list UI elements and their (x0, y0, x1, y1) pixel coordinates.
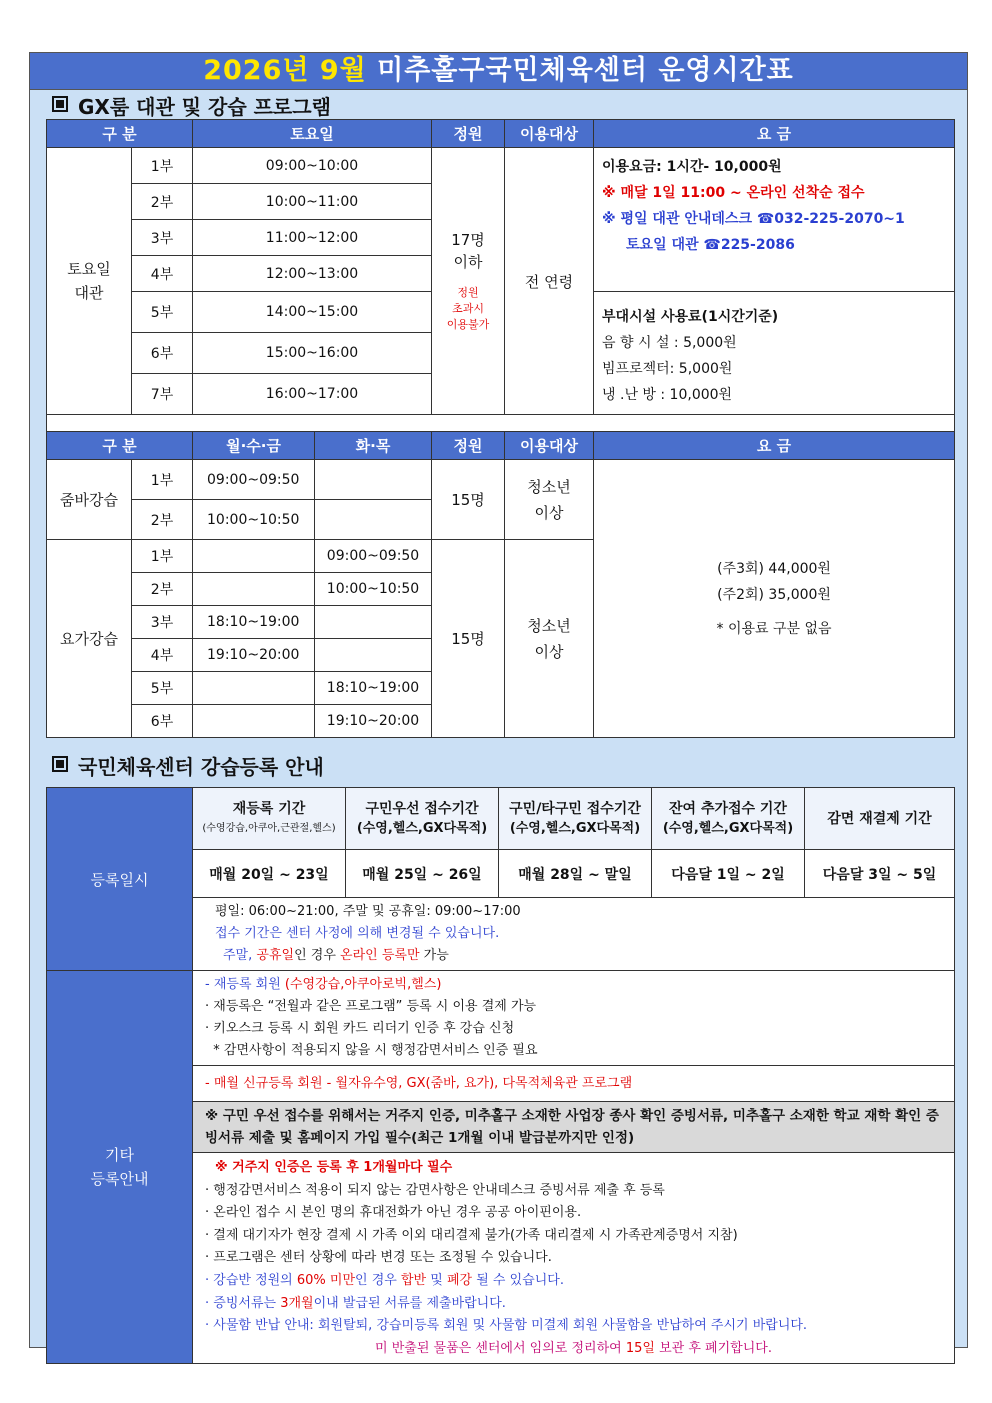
time-tt (315, 460, 432, 500)
part-label: 7부 (132, 374, 193, 415)
section-gx-heading: GX룸 대관 및 강습 프로그램 (52, 91, 331, 120)
new-member-info: - 매월 신규등록 회원 - 월자유수영, GX(줌바, 요가), 다목적체육관 프로그램 (193, 1066, 955, 1102)
part-label: 5부 (132, 672, 193, 705)
part-label: 5부 (132, 292, 193, 333)
part-label: 2부 (132, 500, 193, 540)
page-frame (29, 52, 968, 1356)
time-mwf (193, 573, 315, 606)
header-fee: 요 금 (594, 432, 955, 460)
time-mwf (193, 705, 315, 738)
col-discount: 감면 재결제 기간 (805, 788, 955, 850)
part-label: 1부 (132, 460, 193, 500)
date-resident-priority: 매월 25일 ~ 26일 (346, 850, 499, 898)
header-category: 구 분 (47, 432, 193, 460)
part-label: 6부 (132, 333, 193, 374)
target-cell: 청소년 이상 (505, 460, 594, 540)
part-label: 1부 (132, 148, 193, 184)
col-additional: 잔여 추가접수 기간 (수영,헬스,GX다목적) (652, 788, 805, 850)
part-label: 1부 (132, 540, 193, 573)
capacity-note: 정원 초과시 이용불가 (446, 286, 490, 331)
time-tt: 09:00~09:50 (315, 540, 432, 573)
time-slot: 12:00~13:00 (193, 256, 432, 292)
time-tt (315, 639, 432, 672)
time-mwf (193, 672, 315, 705)
label-registration-period: 등록일시 (47, 788, 193, 971)
class-table (46, 431, 955, 738)
col-general: 구민/타구민 접수기간 (수영,헬스,GX다목적) (499, 788, 652, 850)
time-mwf: 19:10~20:00 (193, 639, 315, 672)
registration-table (46, 787, 955, 1364)
time-mwf: 18:10~19:00 (193, 606, 315, 639)
time-slot: 15:00~16:00 (193, 333, 432, 374)
rental-table (46, 119, 955, 439)
date-general: 매월 28일 ~ 말일 (499, 850, 652, 898)
time-slot: 11:00~12:00 (193, 220, 432, 256)
time-tt (315, 606, 432, 639)
target-all-ages: 전 연령 (505, 148, 594, 415)
resident-priority-notice: ※ 구민 우선 접수를 위해서는 거주지 인증, 미추홀구 소재한 사업장 종사 확인 증빙서류, 미추홀구 소재한 학교 재학 확인 증빙서류 제출 및 홈페이지 가입 필수(최근 1개월 이내 발급분까지만 인정) (193, 1102, 955, 1153)
time-slot: 16:00~17:00 (193, 374, 432, 415)
section-registration-heading: 국민체육센터 강습등록 안내 (52, 751, 324, 780)
header-fee: 요 금 (594, 120, 955, 148)
page-title (30, 53, 967, 90)
header-tt: 화·목 (315, 432, 432, 460)
col-reregistration: 재등록 기간 (수영강습,아쿠아,근관절,헬스) (193, 788, 346, 850)
time-tt: 19:10~20:00 (315, 705, 432, 738)
header-capacity: 정원 (432, 432, 505, 460)
class-yoga: 요가강습 (47, 540, 132, 738)
category-saturday-rental: 토요일 대관 (47, 148, 132, 415)
date-reregistration: 매월 20일 ~ 23일 (193, 850, 346, 898)
title-text: 미추홀구국민체육센터 운영시간표 (377, 55, 794, 86)
time-tt (315, 500, 432, 540)
reregistration-info: - 재등록 회원 (수영강습,아쿠아로빅,헬스) · 재등록은 “전월과 같은 프로그램” 등록 시 이용 결제 가능 · 키오스크 등록 시 회원 카드 리더기 인증 후 강습 신청 * 감면사항이 적용되지 않을 시 행정감면서비스 인증 필요 (193, 971, 955, 1066)
part-label: 2부 (132, 573, 193, 606)
class-zumba: 줌바강습 (47, 460, 132, 540)
fee-info: 이용요금: 1시간- 10,000원 ※ 매달 1일 11:00 ~ 온라인 선착순 접수 ※ 평일 대관 안내데스크 ☎032-225-2070~1 토요일 대관 ☎225-2086 (594, 148, 955, 292)
header-mwf: 월·수·금 (193, 432, 315, 460)
part-label: 3부 (132, 220, 193, 256)
time-tt: 10:00~10:50 (315, 573, 432, 606)
general-notices: ※ 거주지 인증은 등록 후 1개월마다 필수 · 행정감면서비스 적용이 되지 않는 감면사항은 안내데스크 증빙서류 제출 후 등록 · 온라인 접수 시 본인 명의 휴대전화가 아닌 경우 공공 아이핀이용. · 결제 대기자가 현장 결제 시 가족 이외 대리결제 불가(가족 대리결제 시 가족관계증명서 지참) · 프로그램은 센터 상황에 따라 변경 또는 조정될 수 있습니다. · 강습반 정원의 60% 미만인 경우 합반 및 폐강 될 수 있습니다. · 증빙서류는 3개월이내 발급된 서류를 제출바랍니다. · 사물함 반납 안내: 회원탈퇴, 강습미등록 회원 및 사물함 미결제 회원 사물함을 반납하여 주시기 바랍니다. 미 반출된 물품은 센터에서 임의로 정리하여 15일 보관 후 폐기합니다. (193, 1153, 955, 1364)
part-label: 2부 (132, 184, 193, 220)
header-target: 이용대상 (505, 432, 594, 460)
part-label: 4부 (132, 256, 193, 292)
square-bullet-icon (52, 96, 68, 112)
date-additional: 다음달 1일 ~ 2일 (652, 850, 805, 898)
part-label: 4부 (132, 639, 193, 672)
target-cell: 청소년 이상 (505, 540, 594, 738)
capacity-cell: 17명 이하 정원 초과시 이용불가 (432, 148, 505, 415)
part-label: 3부 (132, 606, 193, 639)
time-slot: 14:00~15:00 (193, 292, 432, 333)
time-slot: 10:00~11:00 (193, 184, 432, 220)
header-saturday: 토요일 (193, 120, 432, 148)
date-discount: 다음달 3일 ~ 5일 (805, 850, 955, 898)
col-resident-priority: 구민우선 접수기간 (수영,헬스,GX다목적) (346, 788, 499, 850)
header-target: 이용대상 (505, 120, 594, 148)
capacity-cell: 15명 (432, 460, 505, 540)
header-capacity: 정원 (432, 120, 505, 148)
time-mwf (193, 540, 315, 573)
capacity-cell: 15명 (432, 540, 505, 738)
square-bullet-icon (52, 756, 68, 772)
label-other-info: 기타 등록안내 (47, 971, 193, 1364)
time-tt: 18:10~19:00 (315, 672, 432, 705)
hours-notes: 평일: 06:00~21:00, 주말 및 공휴일: 09:00~17:00 접수 기간은 센터 사정에 의해 변경될 수 있습니다. 주말, 공휴일인 경우 온라인 등록만 가능 (193, 898, 955, 971)
time-mwf: 09:00~09:50 (193, 460, 315, 500)
part-label: 6부 (132, 705, 193, 738)
title-date: 2026년 9월 (203, 55, 367, 86)
time-slot: 09:00~10:00 (193, 148, 432, 184)
class-fee-info: (주3회) 44,000원 (주2회) 35,000원 * 이용료 구분 없음 (594, 460, 955, 738)
time-mwf: 10:00~10:50 (193, 500, 315, 540)
header-category: 구 분 (47, 120, 193, 148)
facility-fee-info: 부대시설 사용료(1시간기준) 음 향 시 설 : 5,000원 빔프로젝터: 5,000원 냉 .난 방 : 10,000원 (594, 292, 955, 415)
